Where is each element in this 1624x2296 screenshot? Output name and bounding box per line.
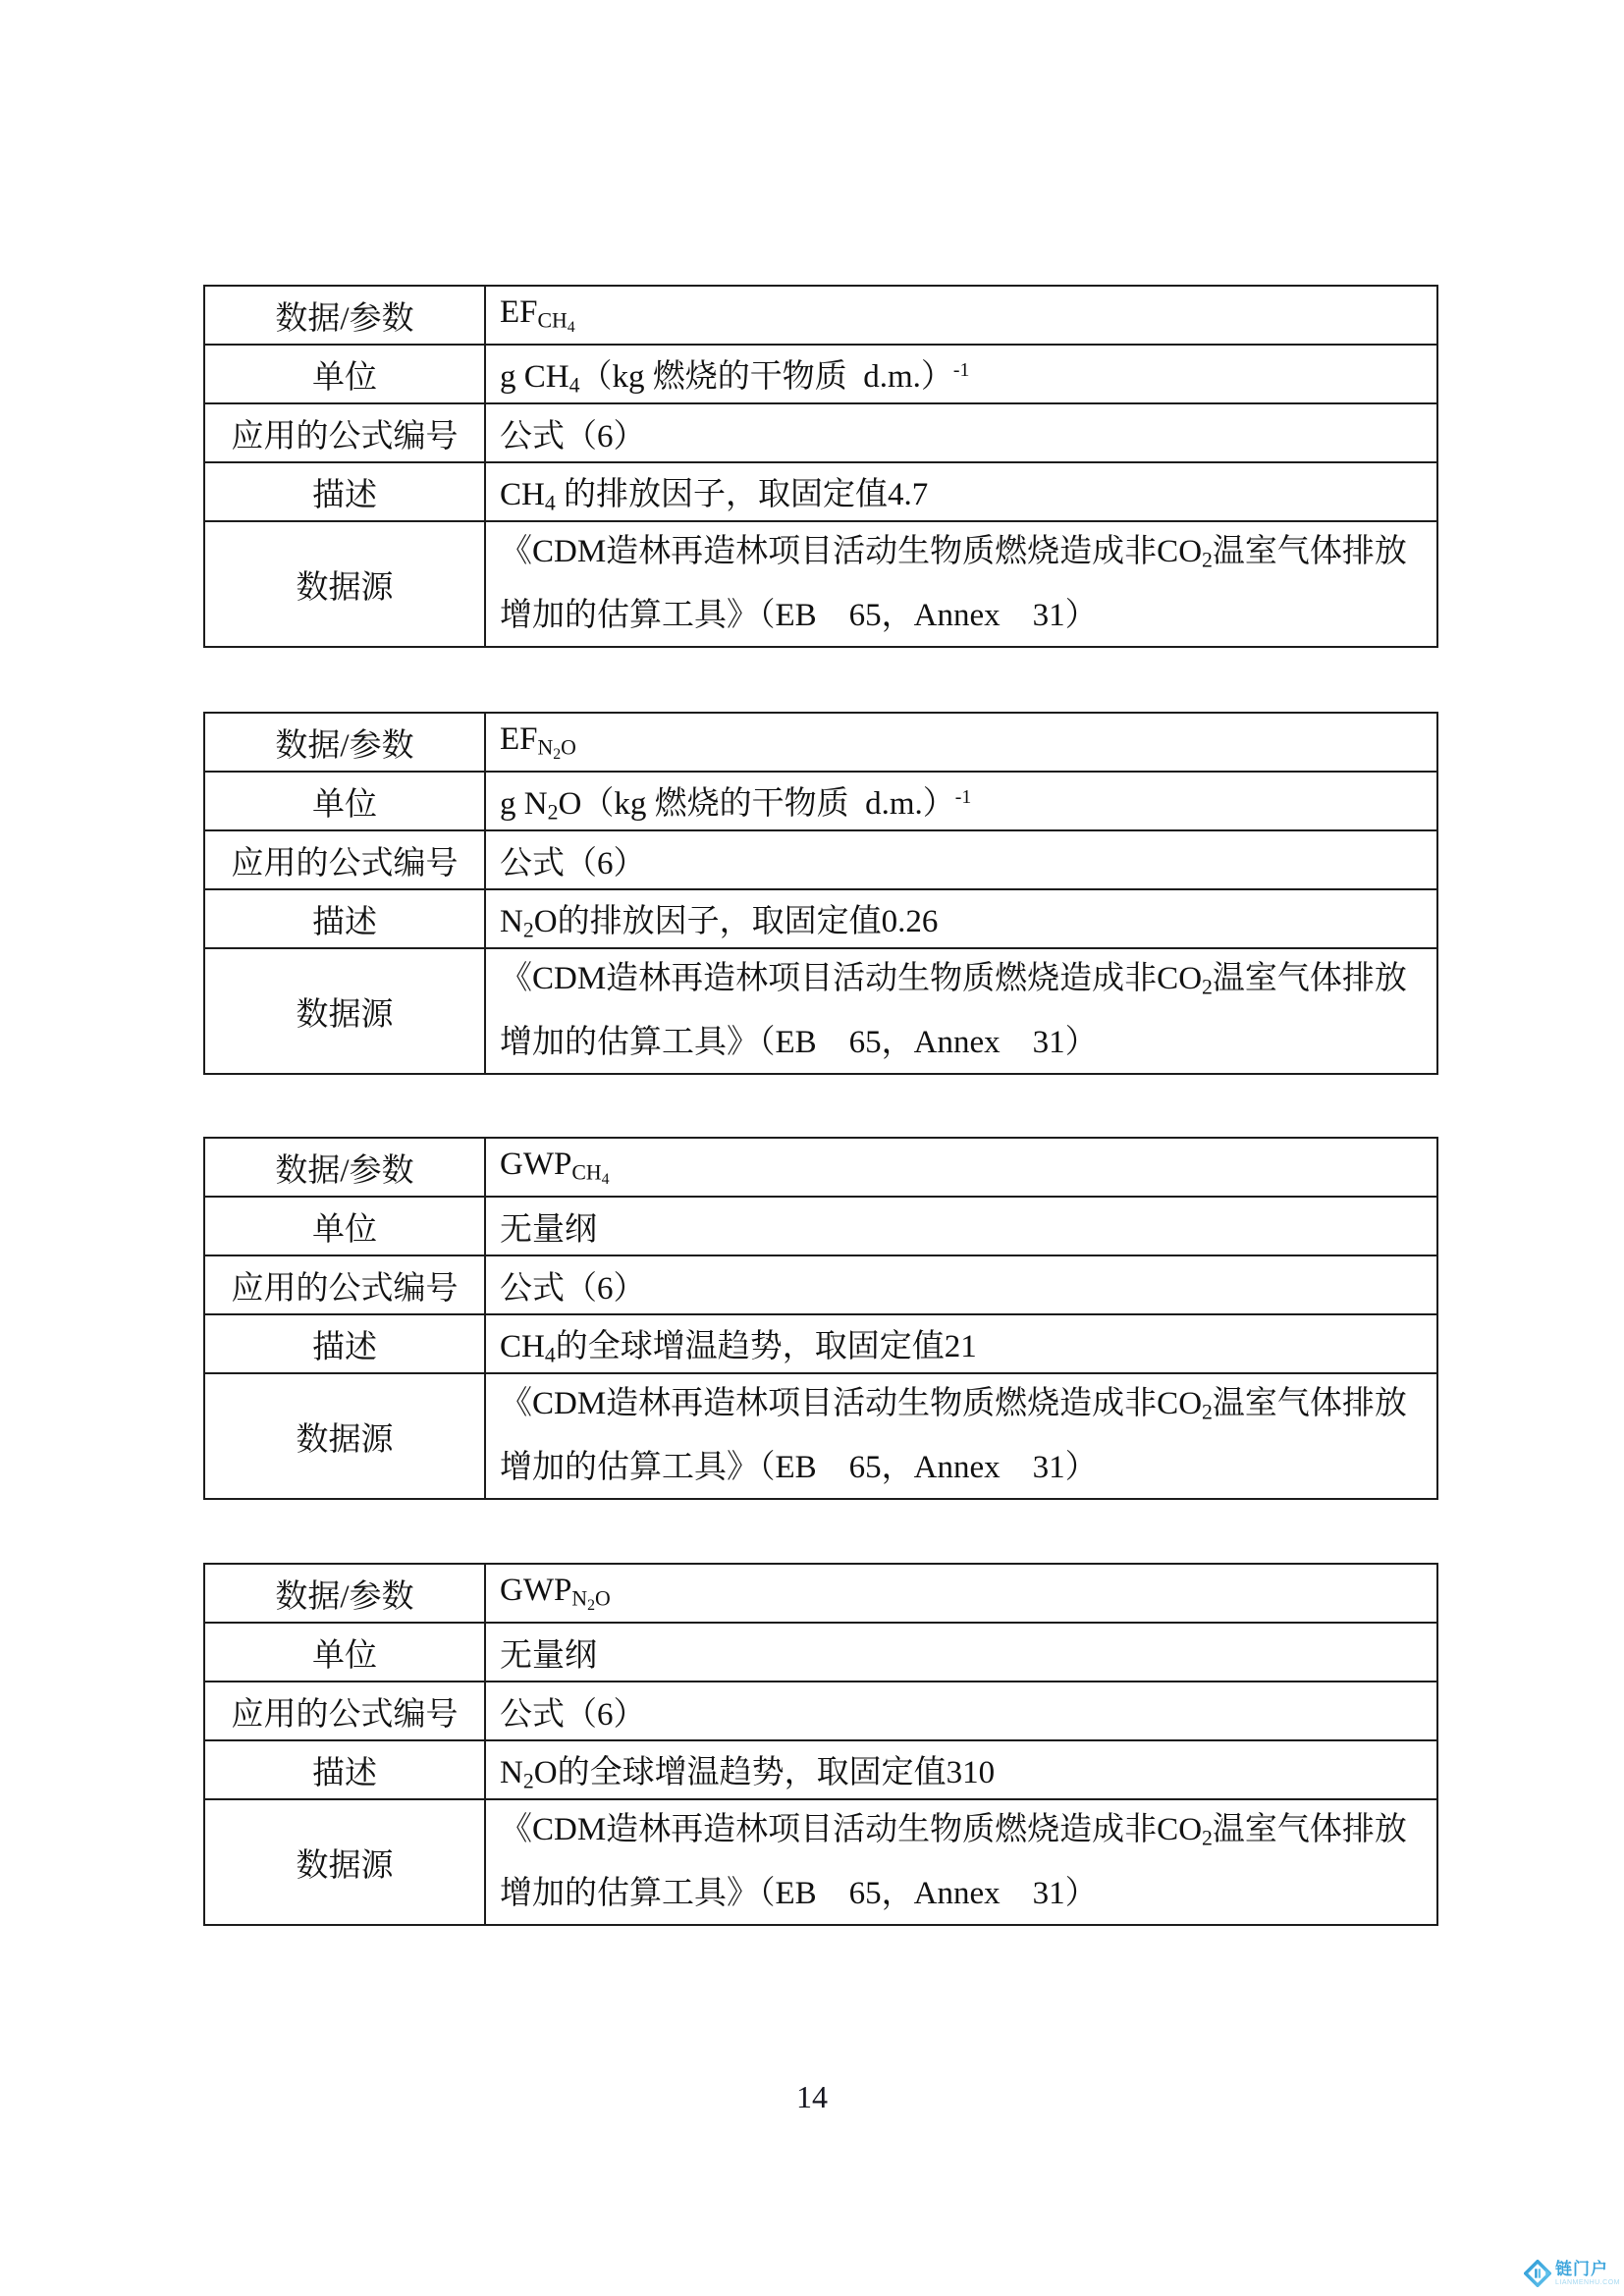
row-formula bbox=[204, 1682, 1437, 1740]
row-label: 数据/参数 bbox=[204, 1564, 485, 1623]
row-label: 单位 bbox=[204, 1623, 485, 1682]
row-label: 描述 bbox=[204, 1314, 485, 1373]
row-label: 数据/参数 bbox=[204, 713, 485, 772]
watermark-brand: 链门户 bbox=[1554, 2260, 1608, 2278]
row-label: 单位 bbox=[204, 772, 485, 830]
row-value: $EFCH_4$ bbox=[485, 286, 1437, 345]
row-value: 无量纲 bbox=[485, 1197, 1437, 1255]
row-value: $GWPCH_4$ bbox=[485, 1138, 1437, 1197]
row-label: 描述 bbox=[204, 1740, 485, 1799]
row-description bbox=[204, 462, 1437, 521]
row-description bbox=[204, 1740, 1437, 1799]
row-label: 单位 bbox=[204, 1197, 485, 1255]
row-value: CH4 的排放因子，取固定值4.7 bbox=[485, 462, 1437, 521]
row-label: 数据源 bbox=[204, 521, 485, 647]
row-description bbox=[204, 1314, 1437, 1373]
row-label: 应用的公式编号 bbox=[204, 1682, 485, 1740]
row-value: 《CDM造林再造林项目活动生物质燃烧造成非CO2温室气体排放增加的估算工具》（EB 65，Annex 31） bbox=[485, 521, 1437, 647]
row-value: g CH4（kg 燃烧的干物质 d.m.）$^{-1}$ bbox=[485, 345, 1437, 403]
param-table-ef-n2o bbox=[203, 712, 1438, 1075]
row-label: 应用的公式编号 bbox=[204, 1255, 485, 1314]
row-parameter bbox=[204, 713, 1437, 772]
watermark-logo bbox=[1524, 2260, 1620, 2287]
param-table-ef-ch4 bbox=[203, 285, 1438, 648]
row-label: 应用的公式编号 bbox=[204, 403, 485, 462]
row-value: 《CDM造林再造林项目活动生物质燃烧造成非CO2温室气体排放增加的估算工具》（EB 65，Annex 31） bbox=[485, 948, 1437, 1074]
row-parameter bbox=[204, 1564, 1437, 1623]
row-value: 公式（6） bbox=[485, 1682, 1437, 1740]
row-label: 数据源 bbox=[204, 948, 485, 1074]
row-unit bbox=[204, 1623, 1437, 1682]
watermark-text bbox=[1555, 2261, 1620, 2286]
row-value: g N2O（kg 燃烧的干物质 d.m.）$^{-1}$ bbox=[485, 772, 1437, 830]
row-parameter bbox=[204, 286, 1437, 345]
watermark-site: LIANMENHU.COM bbox=[1554, 2279, 1620, 2286]
row-unit bbox=[204, 1197, 1437, 1255]
row-parameter bbox=[204, 1138, 1437, 1197]
row-value: 《CDM造林再造林项目活动生物质燃烧造成非CO2温室气体排放增加的估算工具》（EB 65，Annex 31） bbox=[485, 1373, 1437, 1499]
row-value: 公式（6） bbox=[485, 1255, 1437, 1314]
row-label: 应用的公式编号 bbox=[204, 830, 485, 889]
row-value: 公式（6） bbox=[485, 403, 1437, 462]
row-formula bbox=[204, 830, 1437, 889]
row-value: $EFN_2O$ bbox=[485, 713, 1437, 772]
row-value: CH4的全球增温趋势，取固定值21 bbox=[485, 1314, 1437, 1373]
row-value: 公式（6） bbox=[485, 830, 1437, 889]
row-label: 数据源 bbox=[204, 1373, 485, 1499]
row-label: 描述 bbox=[204, 462, 485, 521]
row-source bbox=[204, 1799, 1437, 1925]
param-table-gwp-n2o bbox=[203, 1563, 1438, 1926]
row-unit bbox=[204, 345, 1437, 403]
row-label: 数据/参数 bbox=[204, 286, 485, 345]
row-value: 《CDM造林再造林项目活动生物质燃烧造成非CO2温室气体排放增加的估算工具》（EB 65，Annex 31） bbox=[485, 1799, 1437, 1925]
row-label: 描述 bbox=[204, 889, 485, 948]
row-value: N2O的排放因子，取固定值0.26 bbox=[485, 889, 1437, 948]
row-value: 无量纲 bbox=[485, 1623, 1437, 1682]
row-value: $GWPN_2O$ bbox=[485, 1564, 1437, 1623]
page-number: 14 bbox=[796, 2079, 828, 2114]
row-label: 数据源 bbox=[204, 1799, 485, 1925]
row-unit bbox=[204, 772, 1437, 830]
row-source bbox=[204, 1373, 1437, 1499]
row-formula bbox=[204, 1255, 1437, 1314]
row-formula bbox=[204, 403, 1437, 462]
param-table-gwp-ch4 bbox=[203, 1137, 1438, 1500]
lianmenhu-diamond-icon bbox=[1524, 2260, 1551, 2287]
row-description bbox=[204, 889, 1437, 948]
row-source bbox=[204, 521, 1437, 647]
row-source bbox=[204, 948, 1437, 1074]
row-value: N2O的全球增温趋势，取固定值310 bbox=[485, 1740, 1437, 1799]
row-label: 数据/参数 bbox=[204, 1138, 485, 1197]
row-label: 单位 bbox=[204, 345, 485, 403]
